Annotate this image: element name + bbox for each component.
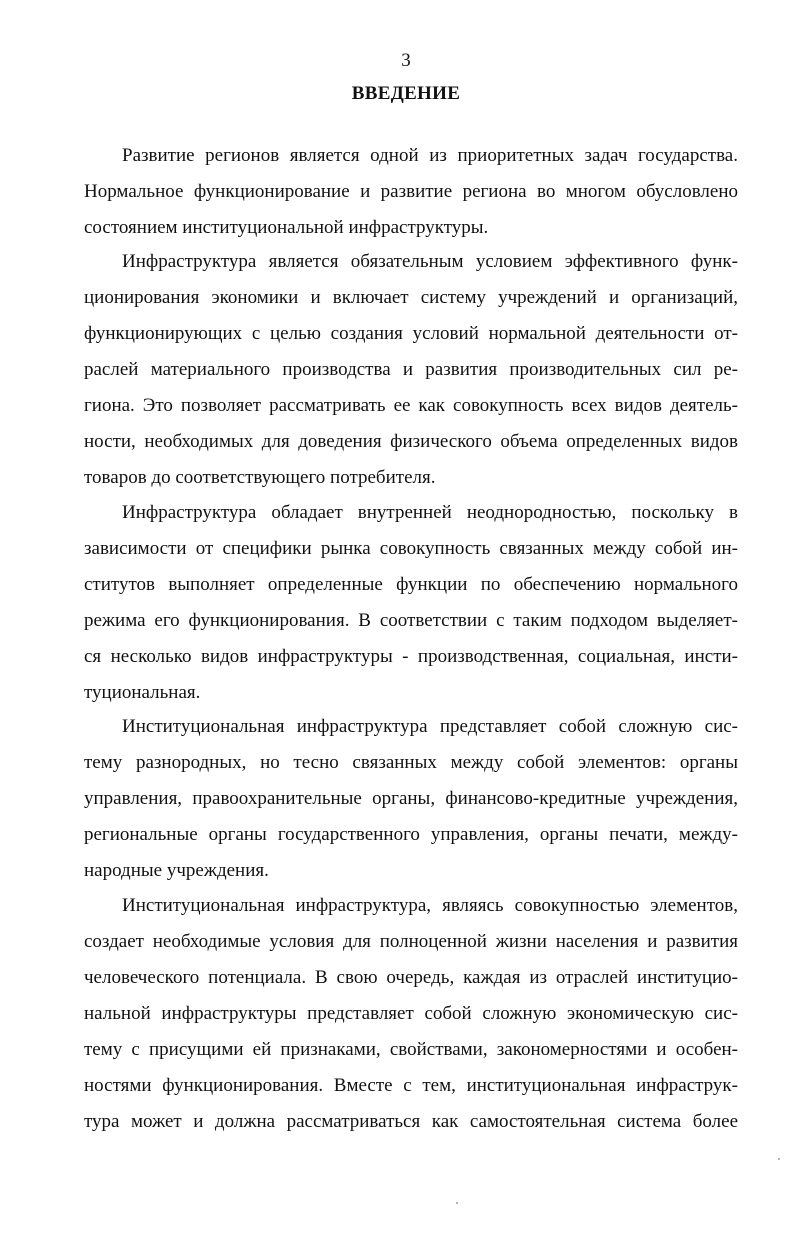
text-line: тему с присущими ей признаками, свойствами, закономерностями и особен-	[84, 1039, 738, 1060]
text-line: гиона. Это позволяет рассматривать ее как совокупность всех видов деятель-	[84, 395, 738, 416]
text-line: состоянием институциональной инфраструктуры.	[84, 217, 489, 238]
text-line: Нормальное функционирование и развитие региона во многом обусловлено	[84, 181, 738, 202]
text-line: управления, правоохранительные органы, финансово-кредитные учреждения,	[84, 788, 738, 809]
text-line: зависимости от специфики рынка совокупность связанных между собой ин-	[84, 538, 738, 559]
section-heading: ВВЕДЕНИЕ	[351, 83, 461, 104]
paragraph-3	[84, 495, 738, 711]
text-line: Развитие регионов является одной из приоритетных задач государства.	[122, 145, 738, 166]
text-line: режима его функционирования. В соответствии с таким подходом выделяет-	[84, 610, 738, 631]
text-line: ционирования экономики и включает систему учреждений и организаций,	[84, 287, 738, 308]
text-line: тему разнородных, но тесно связанных между собой элементов: органы	[84, 752, 738, 773]
text-line: ся несколько видов инфраструктуры - производственная, социальная, инсти-	[84, 646, 738, 667]
text-line: создает необходимые условия для полноценной жизни населения и развития	[84, 931, 738, 952]
text-line: Институциональная инфраструктура представляет собой сложную сис-	[122, 716, 738, 737]
text-line: Инфраструктура обладает внутренней неоднородностью, поскольку в	[122, 502, 738, 523]
text-line: товаров до соответствующего потребителя.	[84, 467, 436, 488]
text-line: Институциональная инфраструктура, являясь совокупностью элементов,	[122, 895, 738, 916]
paragraph-2	[84, 244, 738, 496]
text-line: ститутов выполняет определенные функции по обеспечению нормального	[84, 574, 738, 595]
text-line: нальной инфраструктуры представляет собой сложную экономическую сис-	[84, 1003, 738, 1024]
text-line: тура может и должна рассматриваться как самостоятельная система более	[84, 1111, 738, 1132]
scan-speck	[778, 1158, 780, 1160]
page-number: 3	[401, 50, 411, 71]
text-line: раслей материального производства и развития производительных сил ре-	[84, 359, 738, 380]
scan-speck	[456, 1202, 458, 1204]
text-line: Инфраструктура является обязательным условием эффективного функ-	[122, 251, 738, 272]
text-line: человеческого потенциала. В свою очередь, каждая из отраслей институцио-	[84, 967, 738, 988]
paragraph-1	[84, 138, 738, 246]
paragraph-4	[84, 709, 738, 889]
text-line: региональные органы государственного управления, органы печати, между-	[84, 824, 738, 845]
text-line: туциональная.	[84, 682, 201, 703]
text-line: ности, необходимых для доведения физического объема определенных видов	[84, 431, 738, 452]
text-line: ностями функционирования. Вместе с тем, институциональная инфраструк-	[84, 1075, 738, 1096]
text-line: народные учреждения.	[84, 860, 269, 881]
paragraph-5	[84, 888, 738, 1140]
text-line: функционирующих с целью создания условий нормальной деятельности от-	[84, 323, 738, 344]
